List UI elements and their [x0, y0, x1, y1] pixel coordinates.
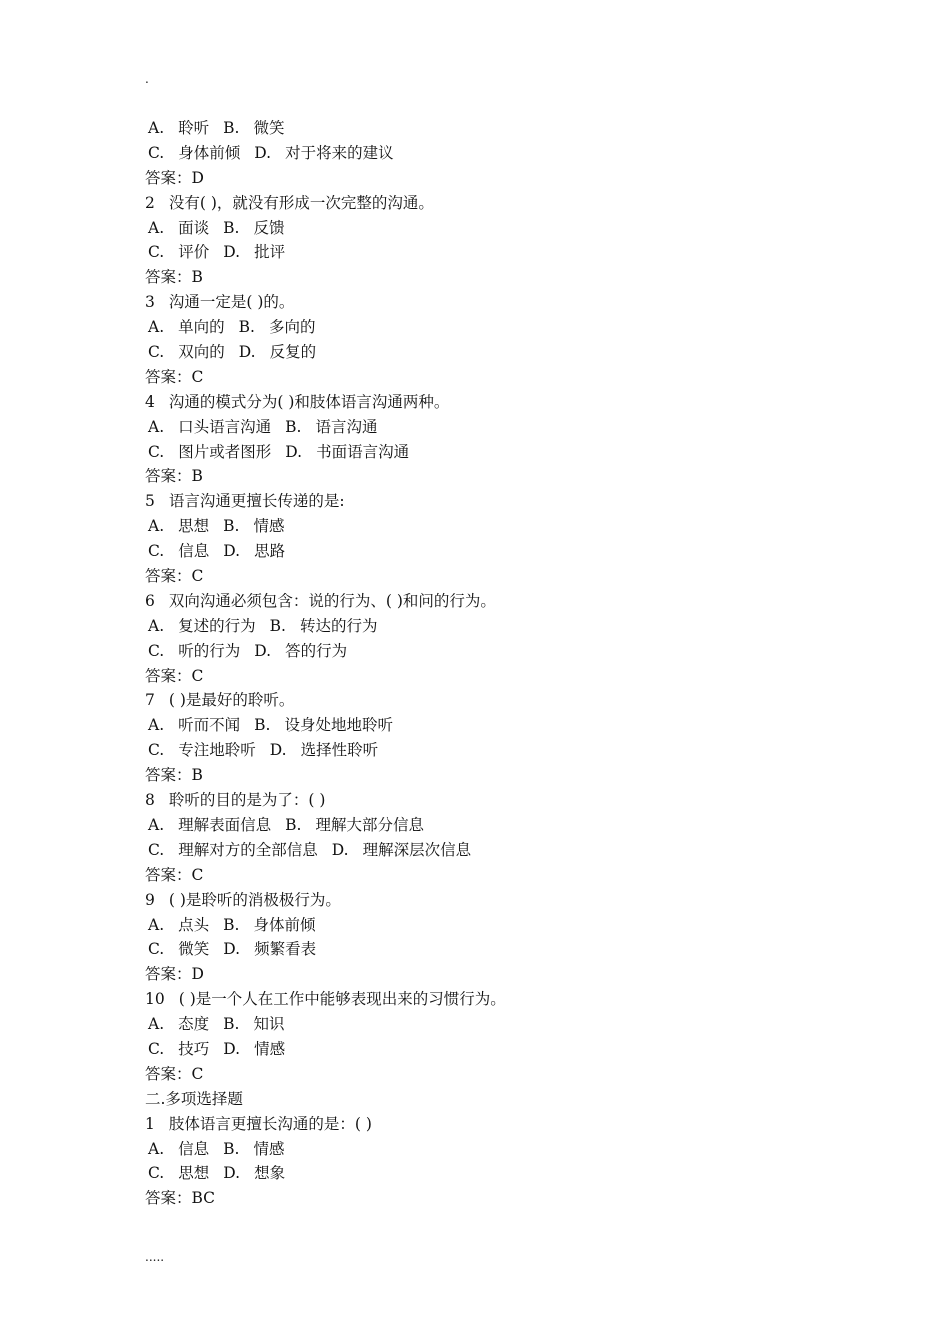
option-letter: D.: [254, 641, 272, 660]
answer-line: [145, 265, 845, 290]
question-number: 1: [145, 1114, 155, 1133]
line-text: 答案：C: [145, 1064, 204, 1083]
option-letter: D.: [254, 143, 272, 162]
option-letter: C.: [148, 940, 165, 959]
option-letter: C.: [148, 840, 165, 859]
option-text: 技巧: [178, 1039, 210, 1058]
option-letter: C.: [148, 243, 165, 262]
line-text: 答案：C: [145, 567, 204, 586]
section-heading: [145, 1087, 845, 1112]
option-text: 理解表面信息: [178, 815, 272, 834]
option-letter: D.: [331, 840, 349, 859]
option-line: [145, 340, 845, 365]
option-text: 情感: [253, 1139, 285, 1158]
question-line: [145, 987, 845, 1012]
option-text: 批评: [254, 243, 286, 262]
option-letter: C.: [148, 542, 165, 561]
option-letter: B.: [223, 517, 240, 536]
question-number: 9: [145, 890, 155, 909]
option-line: [145, 1037, 845, 1062]
option-text: 情感: [254, 1039, 286, 1058]
line-text: 答案：B: [145, 467, 203, 486]
option-letter: A.: [148, 616, 165, 635]
answer-line: [145, 166, 845, 191]
option-letter: B.: [223, 1015, 240, 1034]
option-letter: A.: [148, 1015, 165, 1034]
option-letter: A.: [148, 417, 165, 436]
option-letter: C.: [148, 741, 165, 760]
option-letter: D.: [285, 442, 303, 461]
answer-line: [145, 863, 845, 888]
answer-line: [145, 365, 845, 390]
line-text: 答案：B: [145, 766, 203, 785]
option-letter: B.: [285, 815, 302, 834]
option-letter: A.: [148, 915, 165, 934]
question-number: 6: [145, 591, 155, 610]
option-letter: B.: [223, 1139, 240, 1158]
option-letter: B.: [223, 119, 240, 137]
question-text: 沟通的模式分为( )和肢体语言沟通两种。: [168, 392, 450, 411]
option-line: [145, 1137, 845, 1162]
option-text: 反馈: [253, 218, 285, 237]
option-letter: A.: [148, 218, 165, 237]
option-text: 信息: [178, 542, 210, 561]
question-line: [145, 589, 845, 614]
line-text: 答案：B: [145, 268, 203, 287]
option-letter: D.: [238, 343, 256, 362]
option-text: 理解对方的全部信息: [178, 840, 318, 859]
answer-line: [145, 464, 845, 489]
option-letter: D.: [269, 741, 287, 760]
option-letter: B.: [254, 716, 271, 735]
option-text: 聆听: [178, 119, 210, 137]
option-line: [145, 937, 845, 962]
question-text: ( )是一个人在工作中能够表现出来的习惯行为。: [178, 990, 506, 1009]
page-footer-mark: .....: [145, 1250, 165, 1264]
option-letter: A.: [148, 119, 165, 137]
option-line: [145, 838, 845, 863]
question-line: [145, 489, 845, 514]
page-header-mark: .: [145, 72, 149, 86]
option-letter: A.: [148, 1139, 165, 1158]
question-line: [145, 191, 845, 216]
option-text: 思路: [254, 542, 286, 561]
option-text: 书面语言沟通: [316, 442, 410, 461]
option-text: 身体前倾: [178, 143, 241, 162]
option-line: [145, 738, 845, 763]
option-letter: D.: [223, 542, 241, 561]
option-line: [145, 141, 845, 166]
question-text: 沟通一定是( )的。: [168, 293, 295, 312]
question-line: [145, 390, 845, 415]
answer-line: [145, 763, 845, 788]
question-text: 双向沟通必须包含：说的行为、( )和问的行为。: [168, 591, 496, 610]
question-number: 3: [145, 293, 155, 312]
option-text: 听而不闻: [178, 716, 241, 735]
question-text: 聆听的目的是为了：( ): [168, 791, 326, 810]
option-letter: C.: [148, 343, 165, 362]
option-text: 复述的行为: [178, 616, 256, 635]
line-text: 答案：C: [145, 666, 204, 685]
option-text: 思想: [178, 1164, 210, 1183]
question-line: [145, 1112, 845, 1137]
option-letter: B.: [223, 915, 240, 934]
question-text: 语言沟通更擅长传递的是:: [168, 492, 345, 511]
option-letter: B.: [269, 616, 286, 635]
answer-line: [145, 962, 845, 987]
question-text: 没有( )，就没有形成一次完整的沟通。: [168, 193, 434, 212]
option-text: 思想: [178, 517, 210, 536]
question-number: 8: [145, 791, 155, 810]
option-letter: A.: [148, 716, 165, 735]
question-number: 5: [145, 492, 155, 511]
option-line: [145, 514, 845, 539]
option-text: 面谈: [178, 218, 210, 237]
option-text: 理解大部分信息: [315, 815, 424, 834]
option-text: 单向的: [178, 318, 225, 337]
option-letter: C.: [148, 442, 165, 461]
option-line: [145, 1161, 845, 1186]
option-text: 理解深层次信息: [362, 840, 472, 859]
option-letter: D.: [223, 1164, 241, 1183]
option-letter: B.: [238, 318, 255, 337]
document-body: [145, 116, 845, 1211]
answer-line: [145, 1062, 845, 1087]
line-text: 答案：C: [145, 865, 204, 884]
option-text: 频繁看表: [254, 940, 317, 959]
option-text: 双向的: [178, 343, 225, 362]
line-text: 答案：D: [145, 168, 204, 187]
option-line: [145, 813, 845, 838]
option-line: [145, 713, 845, 738]
question-line: [145, 688, 845, 713]
option-text: 信息: [178, 1139, 210, 1158]
option-line: [145, 116, 845, 141]
option-text: 知识: [253, 1015, 285, 1034]
option-line: [145, 415, 845, 440]
option-text: 身体前倾: [253, 915, 316, 934]
question-line: [145, 888, 845, 913]
option-text: 听的行为: [178, 641, 241, 660]
option-letter: A.: [148, 815, 165, 834]
question-text: 肢体语言更擅长沟通的是：( ): [168, 1114, 372, 1133]
option-text: 转达的行为: [299, 616, 378, 635]
option-text: 点头: [178, 915, 210, 934]
option-line: [145, 240, 845, 265]
question-number: 10: [145, 990, 165, 1009]
option-letter: D.: [223, 243, 241, 262]
option-text: 微笑: [178, 940, 210, 959]
option-text: 语言沟通: [315, 417, 378, 436]
option-text: 微笑: [253, 119, 285, 137]
option-line: [145, 216, 845, 241]
option-letter: C.: [148, 641, 165, 660]
option-letter: A.: [148, 517, 165, 536]
option-letter: A.: [148, 318, 165, 337]
option-text: 评价: [178, 243, 210, 262]
option-text: 情感: [253, 517, 285, 536]
option-text: 专注地聆听: [178, 741, 256, 760]
line-text: 答案：BC: [145, 1189, 216, 1208]
option-line: [145, 1012, 845, 1037]
option-letter: C.: [148, 1164, 165, 1183]
option-text: 设身处地地聆听: [284, 716, 393, 735]
question-line: [145, 290, 845, 315]
question-number: 2: [145, 193, 155, 212]
option-text: 多向的: [268, 318, 316, 337]
line-text: 答案：D: [145, 965, 204, 984]
option-line: [145, 539, 845, 564]
option-letter: C.: [148, 1039, 165, 1058]
option-text: 选择性聆听: [300, 741, 379, 760]
line-text: 二.多项选择题: [145, 1089, 243, 1108]
option-letter: B.: [223, 218, 240, 237]
answer-line: [145, 664, 845, 689]
question-text: ( )是聆听的消极极行为。: [168, 890, 341, 909]
option-text: 口头语言沟通: [178, 417, 272, 436]
option-line: [145, 315, 845, 340]
question-text: ( )是最好的聆听。: [168, 691, 295, 710]
option-text: 答的行为: [285, 641, 348, 660]
option-line: [145, 639, 845, 664]
option-text: 态度: [178, 1015, 210, 1034]
option-letter: C.: [148, 143, 165, 162]
option-text: 图片或者图形: [178, 442, 272, 461]
option-letter: D.: [223, 940, 241, 959]
option-line: [145, 614, 845, 639]
question-number: 4: [145, 392, 155, 411]
question-line: [145, 788, 845, 813]
option-text: 想象: [254, 1164, 286, 1183]
option-line: [145, 913, 845, 938]
option-text: 反复的: [269, 343, 317, 362]
option-line: [145, 440, 845, 465]
line-text: 答案：C: [145, 367, 204, 386]
answer-line: [145, 564, 845, 589]
option-text: 对于将来的建议: [285, 143, 394, 162]
answer-line: [145, 1186, 845, 1211]
option-letter: B.: [285, 417, 302, 436]
question-number: 7: [145, 691, 155, 710]
option-letter: D.: [223, 1039, 241, 1058]
